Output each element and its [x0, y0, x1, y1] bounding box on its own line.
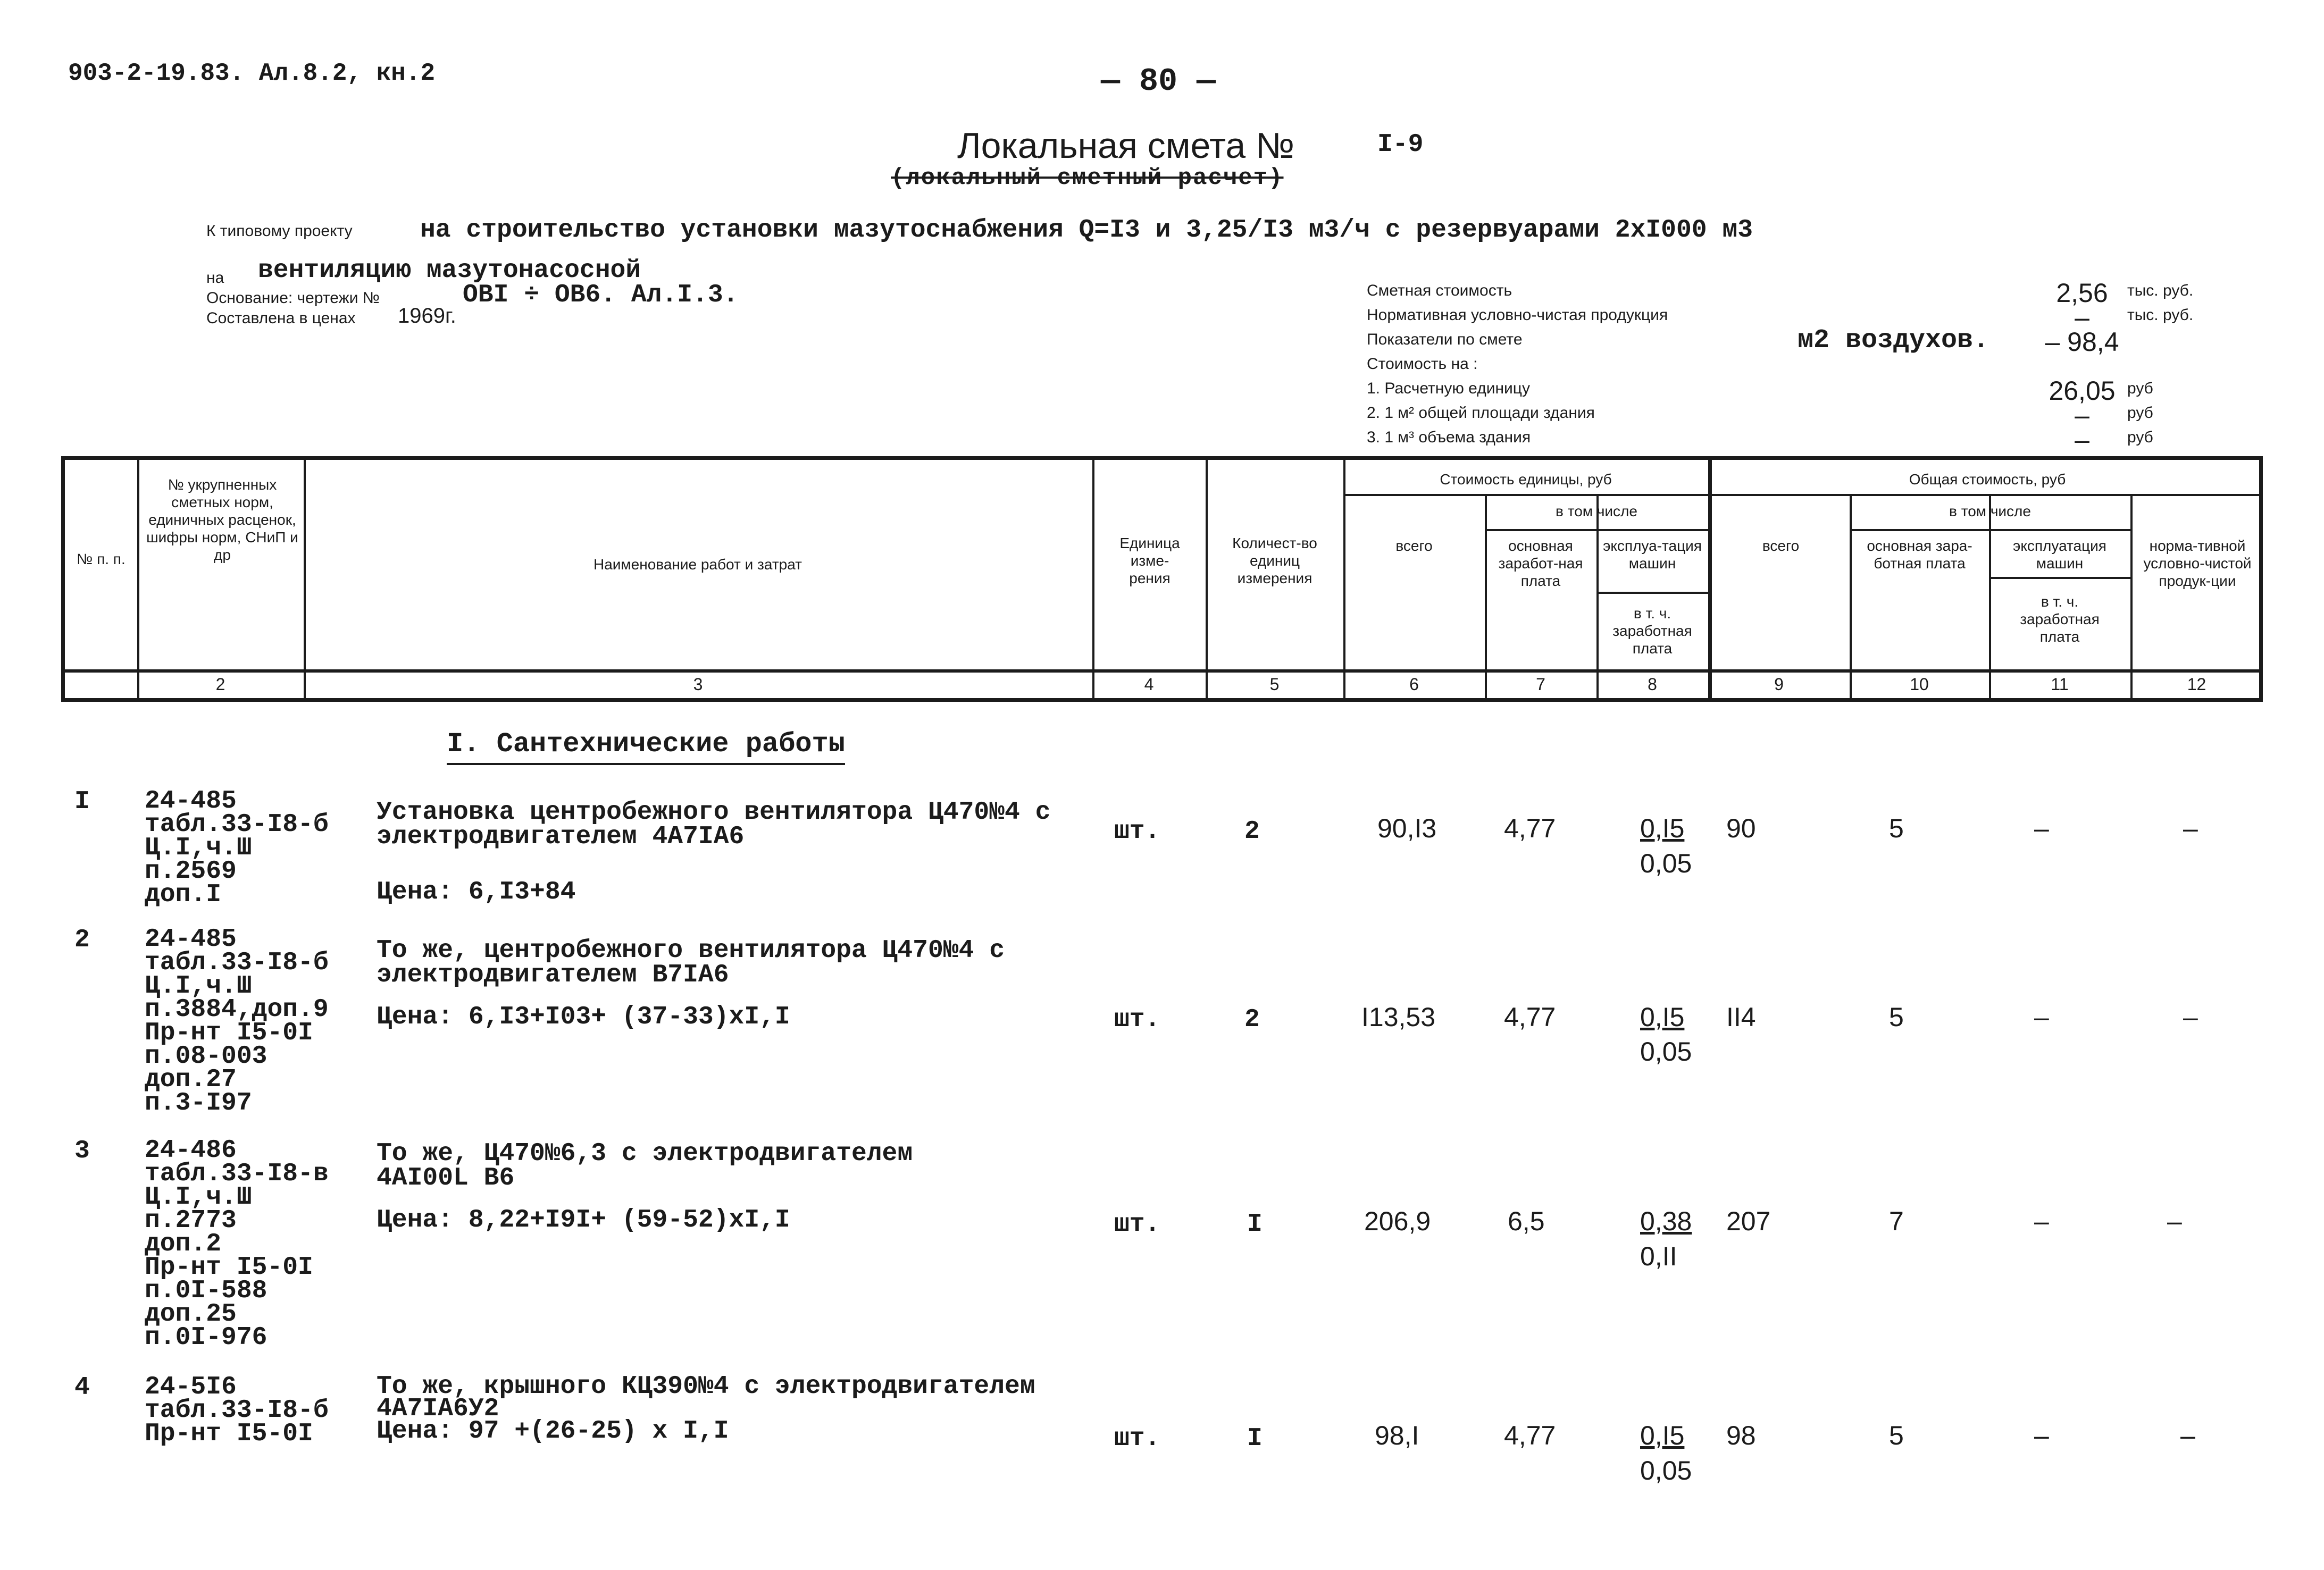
row-qty: 2 [1244, 817, 1260, 846]
param-label: 3. 1 м³ объема здания [1367, 429, 1531, 446]
row-total-wage: 5 [1889, 813, 1904, 843]
header-code: № укрупненных сметных норм, единичных расценок, шифры норм, СНиП и др [146, 476, 298, 563]
row-unit-total: 206,9 [1364, 1206, 1431, 1236]
column-number: 3 [693, 675, 703, 694]
row-code: 24-5I6 табл.33-I8-б Пр-нт I5-0I [145, 1373, 329, 1448]
row-unit-machines: 0,38 [1640, 1206, 1692, 1236]
on-text: вентиляцию мазутонасосной [258, 256, 641, 285]
row-work-name: То же, центробежного вентилятора Ц470№4 с электродвигателем В7IА6 [377, 936, 1005, 989]
column-number: 12 [2187, 675, 2206, 694]
row-unit-machines-wage: 0,05 [1640, 849, 1692, 878]
row-total: II4 [1726, 1002, 1756, 1032]
grid-line [1850, 529, 2130, 531]
header-including: в том числе [1556, 503, 1637, 519]
param-value: – [2075, 303, 2089, 332]
param-value: – [2075, 400, 2089, 430]
row-work-name: То же, крышного КЦ390№4 с электродвигателем 4А7IА6У2 [377, 1372, 1035, 1423]
grid-line [65, 669, 2263, 673]
grid-line [1206, 460, 1208, 702]
prices-label: Составлена в ценах [206, 309, 356, 327]
section-title [447, 728, 845, 760]
header-work-name: Наименование работ и затрат [593, 556, 802, 573]
row-total: 207 [1726, 1206, 1771, 1236]
header-total: всего [1762, 538, 1800, 554]
param-label: Стоимость на : [1367, 355, 1478, 373]
header-unit: Единица изме-рения [1119, 535, 1180, 586]
row-qty: I [1247, 1424, 1263, 1453]
page-number: — 80 — [1101, 64, 1216, 100]
row-number: I [74, 787, 90, 816]
param-unit: руб [2127, 429, 2153, 446]
param-row [1367, 351, 2239, 375]
param-row [1367, 424, 2239, 455]
header-unit-machines-wage: в т. ч. заработная плата [1612, 605, 1692, 657]
row-number: 4 [74, 1373, 90, 1402]
param-label: Нормативная условно-чистая продукция [1367, 306, 1668, 324]
sheet-code: 903-2-19.83. Ал.8.2, кн.2 [68, 60, 436, 87]
column-number: 2 [215, 675, 225, 694]
row-number: 2 [74, 926, 90, 954]
header-unit-wage: основная заработ-ная плата [1498, 538, 1583, 589]
header-unit-cost: Стоимость единицы, руб [1440, 471, 1612, 488]
on-label: на [206, 269, 224, 287]
prices-year: 1969г. [398, 304, 456, 328]
column-number: 5 [1269, 675, 1280, 694]
param-row [1367, 400, 2239, 430]
param-unit: тыс. руб. [2127, 306, 2194, 324]
param-row [1367, 278, 2239, 308]
row-unit-machines-wage: 0,05 [1640, 1456, 1692, 1485]
row-total-norm: – [2183, 1002, 2198, 1032]
param-row [1367, 325, 2239, 357]
param-extra: м2 воздухов. [1798, 325, 1989, 356]
param-row [1367, 375, 2239, 406]
row-work-name: Установка центробежного вентилятора Ц470№4 с электродвигателем 4А7IА6 [377, 798, 1051, 851]
param-label: Показатели по смете [1367, 331, 1523, 348]
row-total-machines: – [2034, 1421, 2049, 1450]
row-price: Цена: 6,I3+I03+ (37-33)хI,I [377, 1003, 790, 1031]
param-unit: тыс. руб. [2127, 282, 2194, 299]
row-total-norm: – [2180, 1421, 2195, 1450]
header-total-machines: эксплуатация машин [2013, 538, 2106, 572]
column-number: 11 [2051, 675, 2069, 694]
row-total: 98 [1726, 1421, 1756, 1450]
row-total-wage: 7 [1889, 1206, 1904, 1236]
row-unit: шт. [1114, 817, 1160, 846]
project-label: К типовому проекту [206, 222, 353, 240]
row-unit-machines: 0,I5 [1640, 1421, 1685, 1450]
row-unit-wage: 6,5 [1508, 1206, 1545, 1236]
row-total-machines: – [2034, 1002, 2049, 1032]
row-qty: 2 [1244, 1005, 1260, 1034]
header-num: № п. п. [77, 551, 126, 567]
grid-line [137, 460, 139, 702]
page-title: Локальная смета № [957, 125, 1295, 166]
param-value: – [2075, 425, 2089, 455]
row-unit: шт. [1114, 1210, 1160, 1239]
row-total-wage: 5 [1889, 1421, 1904, 1450]
row-price: Цена: 6,I3+84 [377, 878, 576, 906]
header-including: в том числе [1949, 503, 2031, 519]
column-number: 7 [1536, 675, 1545, 694]
row-unit-wage: 4,77 [1504, 813, 1556, 843]
basis-text: ОВI ÷ ОВ6. Ал.I.3. [463, 281, 739, 309]
table-header [61, 456, 2263, 702]
param-label: 1. Расчетную единицу [1367, 380, 1530, 397]
row-unit-total: I13,53 [1361, 1002, 1436, 1032]
project-text: на строительство установки мазутоснабжения Q=I3 и 3,25/I3 м3/ч с резервуарами 2хI000 м3 [420, 216, 1753, 245]
param-value: 26,05 [2049, 376, 2116, 406]
row-code: 24-485 табл.33-I8-б Ц.I,ч.Ш п.3884,доп.9 Пр-нт I5-0I п.08-003 доп.27 п.3-I97 [145, 925, 329, 1118]
grid-line [1343, 494, 2263, 496]
basis-label: Основание: чертежи № [206, 289, 380, 307]
grid-line [304, 460, 306, 702]
column-number: 6 [1409, 675, 1419, 694]
column-number: 4 [1144, 675, 1154, 694]
grid-line [1092, 460, 1094, 702]
grid-line [1708, 460, 1712, 702]
struck-subtitle: (локальный сметный расчет) [891, 165, 1284, 191]
estimate-number: I-9 [1377, 130, 1424, 159]
row-total-wage: 5 [1889, 1002, 1904, 1032]
row-unit-machines: 0,I5 [1640, 813, 1685, 843]
header-total-machines-wage: в т. ч. заработная плата [2020, 593, 2100, 645]
row-unit-machines-wage: 0,II [1640, 1241, 1677, 1271]
header-qty: Количест-во единиц измерения [1232, 535, 1317, 586]
column-number: 8 [1648, 675, 1657, 694]
param-value: – 98,4 [2045, 327, 2119, 357]
row-total-norm: – [2167, 1206, 2182, 1236]
row-total-norm: – [2183, 813, 2198, 843]
row-price: Цена: 97 +(26-25) х I,I [377, 1417, 729, 1446]
row-code: 24-486 табл.33-I8-в Ц.I,ч.Ш п.2773 доп.2 Пр-нт I5-0I п.0I-588 доп.25 п.0I-976 [145, 1136, 329, 1352]
column-number: 9 [1774, 675, 1784, 694]
row-unit-wage: 4,77 [1504, 1002, 1556, 1032]
row-total-machines: – [2034, 1206, 2049, 1236]
grid-line [1596, 592, 1708, 594]
row-unit-total: 90,I3 [1377, 813, 1437, 843]
column-number: 10 [1910, 675, 1929, 694]
row-number: 3 [74, 1137, 90, 1165]
header-unit-total: всего [1395, 538, 1433, 554]
row-total-machines: – [2034, 813, 2049, 843]
param-unit: руб [2127, 380, 2153, 397]
param-value: 2,56 [2056, 278, 2108, 308]
row-unit: шт. [1114, 1424, 1160, 1453]
section-title-text: I. Сантехнические работы [447, 728, 845, 765]
param-label: Сметная стоимость [1367, 282, 1512, 299]
row-price: Цена: 8,22+I9I+ (59-52)хI,I [377, 1206, 790, 1235]
row-work-name: То же, Ц470№6,3 с электродвигателем 4АI00L В6 [377, 1139, 913, 1193]
grid-line [1343, 460, 1345, 702]
header-total-cost: Общая стоимость, руб [1909, 471, 2066, 488]
grid-line [1989, 577, 2130, 579]
header-total-wage: основная зара-ботная плата [1867, 538, 1972, 572]
row-unit-machines-wage: 0,05 [1640, 1037, 1692, 1067]
row-qty: I [1247, 1210, 1263, 1239]
header-norm-product: норма-тивной условно-чистой продук-ции [2143, 538, 2252, 589]
row-unit-machines: 0,I5 [1640, 1002, 1685, 1032]
param-unit: руб [2127, 404, 2153, 422]
param-row [1367, 302, 2239, 332]
grid-line [1485, 529, 1708, 531]
estimate-parameters [1367, 278, 2239, 455]
row-total: 90 [1726, 813, 1756, 843]
row-unit-wage: 4,77 [1504, 1421, 1556, 1450]
header-unit-machines: эксплуа-тация машин [1603, 538, 1702, 572]
row-unit: шт. [1114, 1005, 1160, 1034]
param-label: 2. 1 м² общей площади здания [1367, 404, 1595, 422]
row-code: 24-485 табл.33-I8-б Ц.I,ч.Ш п.2569 доп.I [145, 787, 329, 909]
row-unit-total: 98,I [1375, 1421, 1419, 1450]
